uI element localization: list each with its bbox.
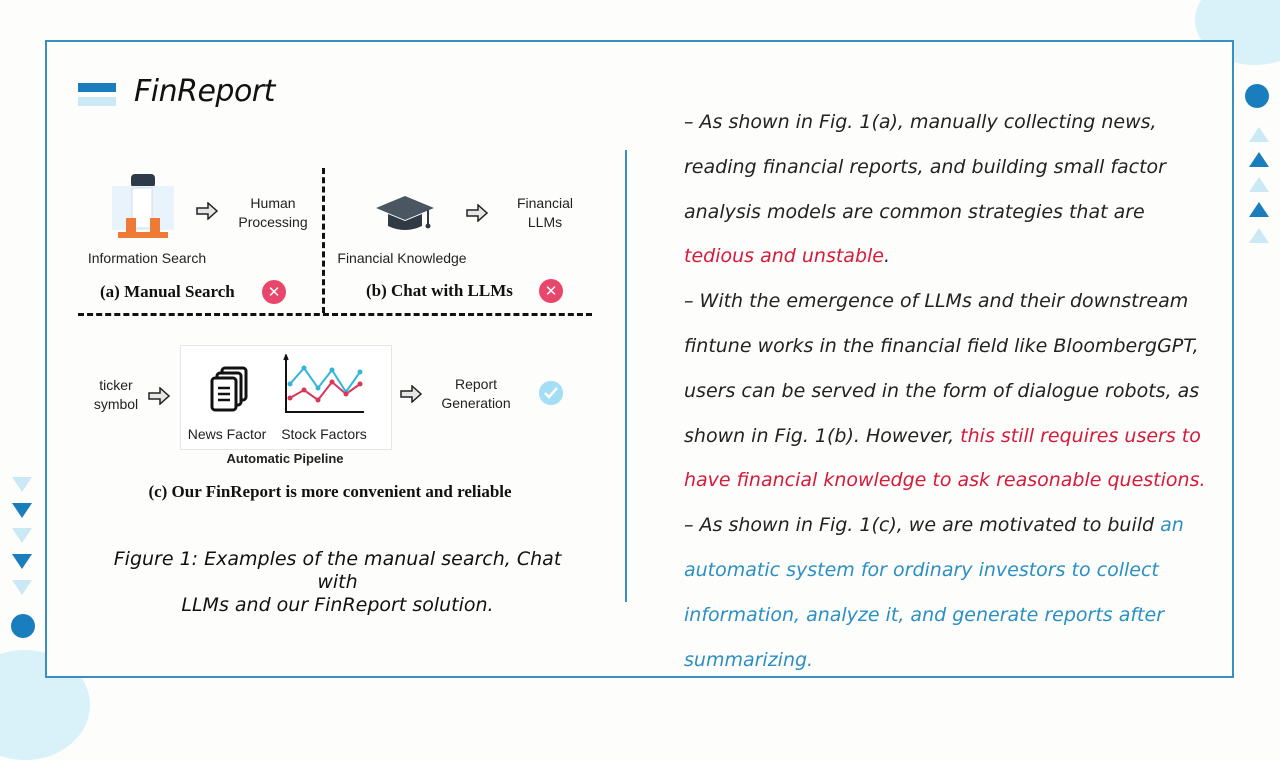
triangle-up-icon	[1249, 177, 1269, 192]
checkmark-icon	[538, 380, 564, 406]
panel-c-input-label: ticker symbol	[93, 377, 139, 412]
cross-icon: ✕	[262, 280, 286, 304]
graduation-cap-icon	[372, 192, 438, 236]
panel-b-icon-label: Financial Knowledge	[337, 250, 467, 266]
triangle-up-icon	[1249, 202, 1269, 217]
arrow-right-icon	[148, 387, 170, 405]
title-marker	[78, 97, 116, 106]
triangle-down-icon	[12, 477, 32, 492]
dashed-divider-horizontal	[78, 313, 592, 316]
news-factor-label: News Factor	[187, 426, 267, 442]
triangle-down-icon	[12, 580, 32, 595]
title-marker	[78, 83, 116, 92]
arrow-right-icon	[400, 385, 422, 403]
body-text	[684, 100, 1219, 682]
stock-factors-label: Stock Factors	[281, 426, 367, 442]
circle-decoration	[11, 614, 35, 638]
panel-a-process-label: Human Processing	[238, 195, 308, 230]
panel-b-caption: (b) Chat with LLMs	[366, 281, 513, 300]
panel-a-caption: (a) Manual Search	[100, 282, 235, 301]
stock-chart-icon	[280, 354, 366, 416]
arrow-right-icon	[196, 202, 218, 220]
dashed-divider-vertical	[322, 168, 325, 313]
triangle-up-icon	[1249, 228, 1269, 243]
paragraph-2: – With the emergence of LLMs and their downstream fintune works in the financial field like BloombergGPT, users can be served in the form of dialogue robots, as shown in Fig. 1(b). However, this still requires users to have financial knowledge to ask reasonable questions.	[684, 290, 1206, 492]
column-divider	[625, 150, 627, 602]
triangle-down-icon	[12, 503, 32, 518]
panel-c-output-label: Report Generation	[441, 376, 511, 411]
arrow-right-icon	[466, 204, 488, 222]
triangle-down-icon	[12, 528, 32, 543]
paragraph-3: – As shown in Fig. 1(c), we are motivated to build an automatic system for ordinary investors to collect information, analyze it, and generate reports after summarizing.	[684, 514, 1184, 671]
figure-caption: Figure 1: Examples of the manual search, Chat with LLMs and our FinReport solution.	[113, 548, 562, 616]
document-stack-icon	[210, 366, 250, 414]
panel-c-caption: (c) Our FinReport is more convenient and reliable	[148, 482, 512, 501]
circle-decoration	[1245, 84, 1269, 108]
person-search-icon	[110, 172, 180, 244]
panel-a-icon-label: Information Search	[87, 250, 207, 266]
panel-b-process-label: Financial LLMs	[516, 195, 574, 230]
triangle-down-icon	[12, 554, 32, 569]
cross-icon: ✕	[539, 279, 563, 303]
triangle-up-icon	[1249, 152, 1269, 167]
slide-title: FinReport	[134, 74, 275, 109]
pipeline-label: Automatic Pipeline	[226, 451, 344, 466]
triangle-up-icon	[1249, 127, 1269, 142]
paragraph-1: – As shown in Fig. 1(a), manually collecting news, reading financial reports, and building small factor analysis models are common strategies that are tedious and unstable.	[684, 111, 1166, 268]
